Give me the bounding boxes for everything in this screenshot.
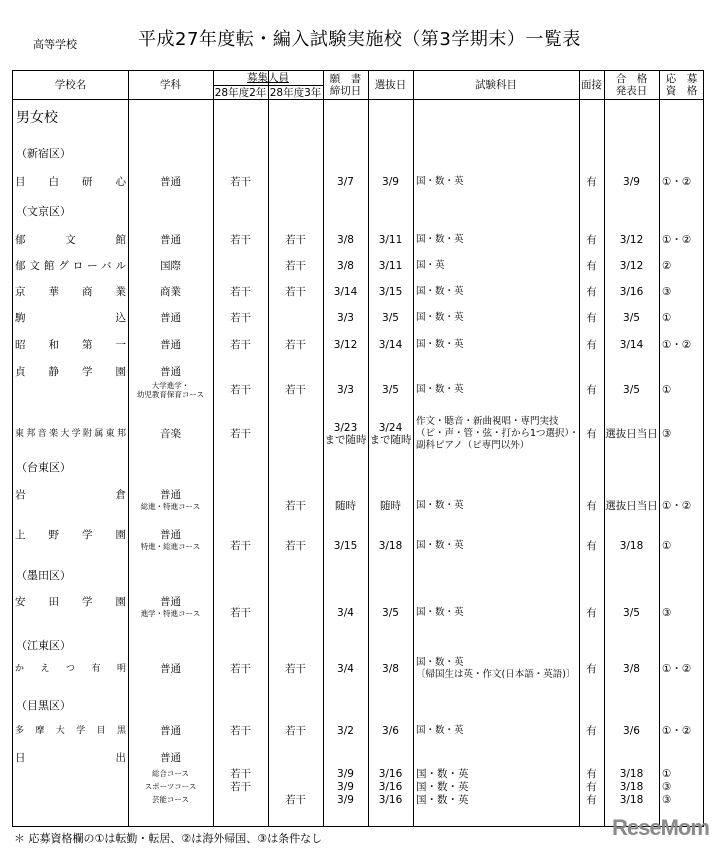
course-label: 総進・特進コース — [140, 501, 201, 511]
cell-y3 — [268, 780, 323, 793]
district-row — [13, 639, 703, 653]
cell-announce: 3/12 — [619, 234, 644, 246]
watermark-logo: ReseMom — [612, 815, 709, 840]
cell-subjects: 国・数・英 — [416, 312, 464, 323]
school-name: 昭 和 第 一 — [15, 339, 126, 351]
cell-select: 3/16 — [378, 767, 403, 780]
district-label: （江東区） — [16, 639, 71, 652]
cell-select: 3/8 — [382, 663, 399, 675]
cell-qual: ① — [662, 384, 672, 396]
cell-dept: 普通 — [160, 529, 181, 541]
table-row — [13, 338, 703, 352]
cell-qual: ①・② — [662, 725, 692, 737]
school-name: 郁文館グローバル — [15, 260, 126, 272]
cell-y2: 若干 — [230, 428, 251, 440]
cell-subjects: 国・数・英 — [416, 234, 464, 245]
cell-y2: 若干 — [230, 780, 251, 793]
cell-announce: 3/5 — [623, 607, 640, 619]
cell-subjects: 国・数・英 — [416, 793, 469, 806]
cell-select: 3/24 まで随時 — [369, 422, 412, 446]
cell-y3: 若干 — [285, 540, 306, 552]
cell-dept: 普通 — [160, 366, 181, 378]
table-row — [13, 595, 703, 617]
cell-interview: 有 — [586, 234, 597, 246]
school-name: 岩 倉 — [15, 489, 126, 501]
cell-announce: 3/6 — [623, 725, 640, 737]
header-interview: 面接 — [581, 79, 602, 91]
cell-select: 3/16 — [378, 793, 403, 806]
course-label: 芸能コース — [151, 795, 190, 804]
cell-interview: 有 — [586, 607, 597, 619]
cell-deadline: 3/4 — [337, 663, 354, 675]
cell-y2: 若干 — [230, 767, 251, 780]
cell-y3: 若干 — [285, 793, 306, 806]
cell-dept: 普通 — [160, 596, 181, 608]
cell-deadline: 3/4 — [337, 607, 354, 619]
header-divider — [13, 99, 703, 100]
header-name: 学校名 — [54, 79, 87, 91]
district-label: （墨田区） — [16, 569, 71, 582]
cell-announce: 3/18 — [619, 767, 644, 780]
cell-y3 — [268, 175, 323, 189]
cell-y3: 若干 — [285, 663, 306, 675]
cell-select: 随時 — [380, 500, 401, 512]
footnote: ＊ 応募資格欄の①は転勤・転居、②は海外帰国、③は条件なし — [14, 832, 323, 845]
cell-deadline: 3/2 — [337, 725, 354, 737]
cell-subjects: 国・数・英 — [416, 384, 464, 395]
header-dept: 学科 — [160, 79, 181, 91]
cell-dept: 普通 — [160, 176, 181, 188]
district-row — [13, 461, 703, 475]
cell-y2: 若干 — [230, 663, 251, 675]
cell-y2: 若干 — [230, 234, 251, 246]
cell-deadline: 3/3 — [337, 312, 354, 324]
district-row — [13, 205, 703, 219]
course-label: 大学進学・ 幼児教育保育コース — [136, 381, 205, 399]
school-name: 多 摩 大 学 目 黒 — [15, 726, 126, 736]
district-row — [13, 147, 703, 161]
cell-dept: 国際 — [160, 260, 181, 272]
cell-interview: 有 — [586, 286, 597, 298]
cell-y3: 若干 — [285, 339, 306, 351]
school-type-label: 高等学校 — [33, 38, 77, 51]
cell-y3 — [268, 767, 323, 780]
cell-select: 3/14 — [378, 339, 403, 351]
cell-qual: ③ — [662, 793, 672, 806]
district-row — [13, 699, 703, 713]
table-row — [13, 409, 703, 459]
cell-qual: ① — [662, 767, 672, 780]
cell-subjects: 国・数・英 — [416, 286, 464, 297]
district-row — [13, 569, 703, 583]
table-row — [13, 259, 703, 273]
cell-interview: 有 — [586, 339, 597, 351]
cell-announce: 選抜日当日 — [605, 500, 658, 512]
cell-subjects: 国・数・英 — [416, 540, 464, 551]
cell-qual: ① — [662, 540, 672, 552]
cell-select: 3/18 — [378, 540, 403, 552]
cell-dept: 普通 — [160, 312, 181, 324]
cell-select: 3/11 — [378, 260, 403, 272]
cell-select: 3/5 — [382, 312, 399, 324]
cell-deadline: 随時 — [335, 500, 356, 512]
cell-y2: 若干 — [230, 725, 251, 737]
school-name: 貞 静 学 園 — [15, 366, 126, 378]
cell-deadline: 3/3 — [337, 384, 354, 396]
header-select: 選抜日 — [374, 79, 407, 91]
school-name: 安 田 学 園 — [15, 596, 126, 608]
cell-y2 — [213, 502, 268, 510]
table-row — [13, 365, 703, 401]
header-deadline: 願 書 締切日 — [329, 73, 362, 97]
cell-subjects: 国・英 — [416, 260, 445, 271]
table-row — [13, 311, 703, 325]
cell-y3: 若干 — [285, 384, 306, 396]
cell-announce: 3/18 — [619, 780, 644, 793]
cell-announce: 3/8 — [623, 663, 640, 675]
cell-announce: 選抜日当日 — [605, 428, 658, 440]
cell-interview: 有 — [586, 725, 597, 737]
table-row — [13, 528, 703, 550]
cell-y2 — [213, 259, 268, 273]
table-row — [13, 285, 703, 299]
header-announce: 合 格 発表日 — [615, 73, 648, 97]
cell-y2: 若干 — [230, 339, 251, 351]
cell-select: 3/11 — [378, 234, 403, 246]
school-name: 上 野 学 園 — [15, 529, 126, 541]
cell-dept: 普通 — [160, 725, 181, 737]
cell-y2: 若干 — [230, 312, 251, 324]
cell-y2: 若干 — [230, 607, 251, 619]
cell-interview: 有 — [586, 663, 597, 675]
cell-interview: 有 — [586, 793, 597, 806]
school-name: 郁 文 館 — [15, 234, 126, 246]
district-label: （目黒区） — [16, 699, 71, 712]
cell-deadline: 3/9 — [337, 767, 354, 780]
cell-subjects: 国・数・英 — [416, 725, 464, 736]
cell-qual: ③ — [662, 428, 672, 440]
table-row — [13, 724, 703, 738]
cell-deadline: 3/9 — [337, 793, 354, 806]
cell-interview: 有 — [586, 312, 597, 324]
cell-y2 — [213, 793, 268, 806]
cell-subjects: 国・数・英 — [416, 767, 469, 780]
cell-subjects: 国・数・英 〔帰国生は英・作文(日本語・英語)〕 — [416, 657, 576, 680]
cell-deadline: 3/12 — [333, 339, 358, 351]
cell-interview: 有 — [586, 384, 597, 396]
cell-announce: 3/18 — [619, 540, 644, 552]
cell-announce: 3/14 — [619, 339, 644, 351]
cell-announce: 3/9 — [623, 176, 640, 188]
cell-dept: 普通 — [160, 752, 181, 764]
cell-subjects: 国・数・英 — [416, 607, 464, 618]
cell-dept: 商業 — [160, 286, 181, 298]
cell-dept: 普通 — [160, 489, 181, 501]
school-name: 京 華 商 業 — [15, 286, 126, 298]
table-row — [13, 751, 703, 811]
cell-deadline: 3/15 — [333, 540, 358, 552]
cell-qual: ①・② — [662, 500, 692, 512]
course-label: 総合コース — [151, 769, 190, 778]
cell-y3 — [268, 409, 323, 459]
school-name: 日 出 — [15, 752, 126, 764]
header-subjects: 試験科目 — [475, 79, 517, 91]
cell-interview: 有 — [586, 767, 597, 780]
cell-qual: ③ — [662, 286, 672, 298]
cell-y3 — [268, 609, 323, 617]
cell-dept: 普通 — [160, 663, 181, 675]
district-label: （新宿区） — [16, 147, 71, 160]
cell-qual: ①・② — [662, 234, 692, 246]
cell-interview: 有 — [586, 260, 597, 272]
category-label: 男女校 — [16, 110, 58, 126]
cell-y2: 若干 — [230, 384, 251, 396]
cell-subjects: 作文・聴音・新曲視唱・専門実技（ピ・声・管・弦・打から1つ選択）・副科ピアノ（ピ専門以外） — [416, 416, 579, 451]
cell-y2: 若干 — [230, 540, 251, 552]
table-row — [13, 233, 703, 247]
cell-announce: 3/5 — [623, 384, 640, 396]
cell-deadline: 3/8 — [337, 260, 354, 272]
header-recruit: 募集人員 — [247, 72, 289, 84]
cell-deadline: 3/23 まで随時 — [324, 422, 367, 446]
page-title: 平成27年度転・編入試験実施校（第3学期末）一覧表 — [138, 29, 581, 50]
cell-y3 — [268, 311, 323, 325]
header-qual: 応 募 資 格 — [665, 73, 698, 97]
school-name: 駒 込 — [15, 312, 126, 324]
column-divider — [268, 85, 269, 99]
header-y2: 28年度2年 — [214, 86, 267, 99]
cell-y3: 若干 — [285, 260, 306, 272]
school-name: 目 白 研 心 — [15, 176, 126, 188]
cell-y2: 若干 — [230, 286, 251, 298]
cell-announce: 3/5 — [623, 312, 640, 324]
cell-interview: 有 — [586, 780, 597, 793]
district-label: （台東区） — [16, 461, 71, 474]
table-row — [13, 175, 703, 189]
header-y3: 28年度3年 — [269, 86, 322, 99]
cell-select: 3/6 — [382, 725, 399, 737]
cell-interview: 有 — [586, 500, 597, 512]
cell-select: 3/5 — [382, 384, 399, 396]
cell-y2: 若干 — [230, 176, 251, 188]
table-row — [13, 488, 703, 510]
cell-select: 3/16 — [378, 780, 403, 793]
cell-subjects: 国・数・英 — [416, 176, 464, 187]
cell-select: 3/9 — [382, 176, 399, 188]
cell-dept: 音楽 — [160, 428, 181, 440]
cell-qual: ① — [662, 312, 672, 324]
table-row — [13, 658, 703, 680]
cell-qual: ② — [662, 260, 672, 272]
cell-announce: 3/18 — [619, 793, 644, 806]
cell-y3: 若干 — [285, 725, 306, 737]
course-label: 進学・特進コース — [140, 608, 201, 618]
cell-qual: ①・② — [662, 663, 692, 675]
cell-deadline: 3/8 — [337, 234, 354, 246]
cell-select: 3/15 — [378, 286, 403, 298]
schools-table — [12, 70, 704, 827]
cell-interview: 有 — [586, 176, 597, 188]
cell-interview: 有 — [586, 428, 597, 440]
cell-y3: 若干 — [285, 286, 306, 298]
cell-deadline: 3/7 — [337, 176, 354, 188]
cell-qual: ③ — [662, 780, 672, 793]
district-label: （文京区） — [16, 205, 71, 218]
cell-subjects: 国・数・英 — [416, 500, 464, 511]
cell-select: 3/5 — [382, 607, 399, 619]
cell-qual: ①・② — [662, 176, 692, 188]
cell-qual: ①・② — [662, 339, 692, 351]
cell-deadline: 3/14 — [333, 286, 358, 298]
school-name: か え つ 有 明 — [15, 664, 126, 674]
course-label: 特進・総進コース — [140, 541, 201, 551]
cell-dept: 普通 — [160, 339, 181, 351]
cell-deadline: 3/9 — [337, 780, 354, 793]
school-name: 東邦音楽大学附属東邦 — [15, 429, 126, 439]
cell-subjects: 国・数・英 — [416, 780, 469, 793]
cell-y3: 若干 — [285, 500, 306, 512]
cell-qual: ③ — [662, 607, 672, 619]
cell-dept: 普通 — [160, 234, 181, 246]
cell-interview: 有 — [586, 540, 597, 552]
cell-y3: 若干 — [285, 234, 306, 246]
course-label: スポーツコース — [144, 782, 197, 791]
cell-announce: 3/12 — [619, 260, 644, 272]
cell-subjects: 国・数・英 — [416, 339, 464, 350]
cell-announce: 3/16 — [619, 286, 644, 298]
